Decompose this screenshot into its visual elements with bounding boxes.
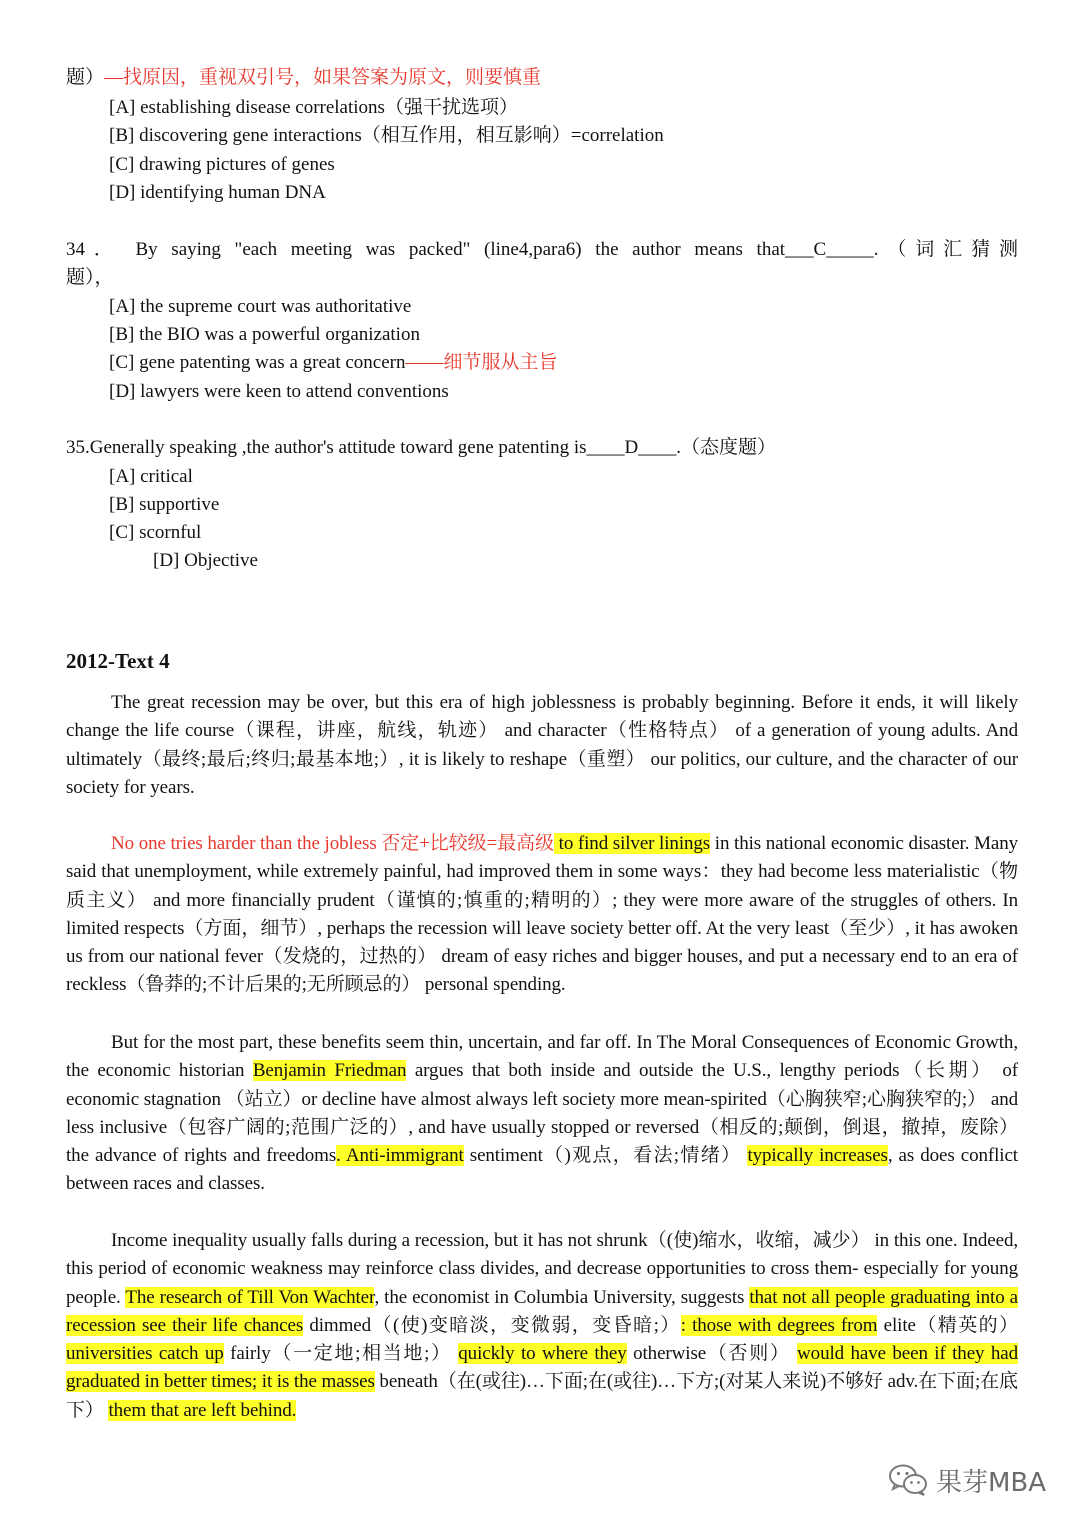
paragraph-4-part-g: beneath（在(或往)…下面;在(或往)…下方;(对某人来说)不够好 adv.在下面;在底下） <box>66 1371 1018 1421</box>
highlight-silver-linings: to find silver linings <box>553 833 711 854</box>
highlight-better-times: would have been if they had graduated in better times; it is the masses <box>66 1343 1019 1393</box>
paragraph-3-part-b: argues that both inside and outside the U.S., lengthy periods（长期） of economic stagnation （站立）or decline have almost always left society more mean-spirited（心胸狭窄;心胸狭窄的;） and less inclusive（包容广阔的;范围广泛的）, and have usually stopped or reversed（相反的;颠倒，倒退，撤掉，废除） the advance of rights and freedoms <box>66 1060 1018 1167</box>
highlight-left-behind: them that are left behind. <box>108 1399 297 1421</box>
watermark-text: 果芽MBA <box>935 1467 1046 1498</box>
highlight-quickly: quickly to where they <box>458 1343 627 1365</box>
paragraph-4-part-a: Income inequality usually falls during a recession, but it has not shrunk（(使)缩水，收缩，减少） in this one. Indeed, this period of economic weakness may reinforce class divides, and decrease opportunities to cross them- especially for young people. <box>66 1230 1018 1308</box>
q34-option-c-annotation: ——细节服从主旨 <box>405 352 558 373</box>
paragraph-4-part-b: , the economist in Columbia University, suggests <box>374 1286 750 1308</box>
text4-paragraph-3-text <box>66 1029 1018 1199</box>
q33-stem-continuation <box>66 64 541 92</box>
text4-paragraph-2 <box>66 830 1018 1000</box>
section-heading: 2012-Text 4 <box>66 649 170 673</box>
paragraph-3-part-d: , as does conflict between races and classes. <box>66 1145 1018 1195</box>
q35-option-d: [D] Objective <box>153 550 258 571</box>
text4-paragraph-3 <box>66 1029 1018 1199</box>
q34-stem: 34． By saying "each meeting was packed" (line4,para6) the author means that___C_____.（词汇猜测 <box>66 239 1018 260</box>
q34-option-b: [B] the BIO was a powerful organization <box>109 324 420 345</box>
highlight-typically-increases: typically increases <box>747 1145 888 1167</box>
text4-paragraph-1-text: The great recession may be over, but this era of high joblessness is probably beginning. Before it ends, it will likely change the life course（课程，讲座，航线，轨迹） and character（性格特点） of a generation of young adults. And ultimately（最终;最后;终归;最基本地;）, it is likely to reshape（重塑） our politics, our culture, and the character of our society for years. <box>66 692 1018 798</box>
paragraph-2-body: in this national economic disaster. Many said that unemployment, while extremely painful, had improved them in some ways：they had become less materialistic（物质主义） and more financially prudent（谨慎的;慎重的;精明的）; they were more aware of the struggles of others. In limited respects（方面，细节）, perhaps the recession will leave society better off. At the very least（至少）, it has awoken us from our national fever（发烧的，过热的） dream of easy riches and bigger houses, and put a necessary end to an era of reckless（鲁莽的;不计后果的;无所顾忌的） personal spending. <box>66 833 1018 996</box>
highlight-benjamin-friedman: Benjamin Friedman <box>252 1060 407 1082</box>
text4-paragraph-2-text <box>66 830 1018 1000</box>
highlight-not-all-people: that not all people graduating into a recession see their life chances <box>66 1286 1018 1336</box>
q35-stem: 35.Generally speaking ,the author's attitude toward gene patenting is____D____.（态度题） <box>66 437 776 458</box>
q34-stem-continuation: 题）， <box>66 267 114 288</box>
highlight-research-till-von-wachter: The research of Till Von Wachter <box>125 1286 375 1308</box>
paragraph-3-part-c: sentiment（)观点，看法;情绪） <box>463 1145 748 1167</box>
paragraph-4-part-e: fairly（一定地;相当地;） <box>223 1343 459 1365</box>
paragraph-2-red-annotation: No one tries harder than the jobless 否定+比较级=最高级 <box>111 833 554 854</box>
q34-option-c <box>109 349 558 377</box>
text4-paragraph-1 <box>66 689 1018 802</box>
watermark <box>888 1462 1046 1498</box>
q33-option-a: [A] establishing disease correlations（强干扰选项） <box>109 97 518 118</box>
q35-option-a: [A] critical <box>109 466 193 487</box>
highlight-degrees-from: : those with degrees from <box>680 1314 878 1336</box>
highlight-catch-up: universities catch up <box>66 1343 224 1365</box>
q34-option-c-text: [C] gene patenting was a great concern <box>109 352 406 373</box>
text4-paragraph-4 <box>66 1227 1018 1425</box>
q34-option-a: [A] the supreme court was authoritative <box>109 296 412 317</box>
q35-option-c: [C] scornful <box>109 522 202 543</box>
paragraph-4-part-c: dimmed（(使)变暗淡，变微弱，变昏暗;） <box>303 1314 681 1336</box>
text4-paragraph-4-text <box>66 1227 1018 1425</box>
q33-option-d: [D] identifying human DNA <box>109 182 326 203</box>
q34-option-d: [D] lawyers were keen to attend conventions <box>109 381 449 402</box>
q35-option-b: [B] supportive <box>109 494 220 515</box>
q33-option-c: [C] drawing pictures of genes <box>109 154 335 175</box>
paragraph-4-part-d: elite（精英的） <box>877 1314 1018 1336</box>
q33-prefix: 题） <box>66 67 105 88</box>
paragraph-3-part-a: But for the most part, these benefits seem thin, uncertain, and far off. In The Moral Consequences of Economic Growth, the economic historian <box>66 1032 1018 1082</box>
q33-annotation: —找原因，重视双引号，如果答案为原文，则要慎重 <box>104 67 542 88</box>
wechat-icon <box>888 1463 928 1497</box>
paragraph-4-part-f: otherwise（否则） <box>626 1343 798 1365</box>
q33-option-b: [B] discovering gene interactions（相互作用，相互影响）=correlation <box>109 125 664 146</box>
highlight-anti-immigrant: . Anti-immigrant <box>336 1145 464 1167</box>
